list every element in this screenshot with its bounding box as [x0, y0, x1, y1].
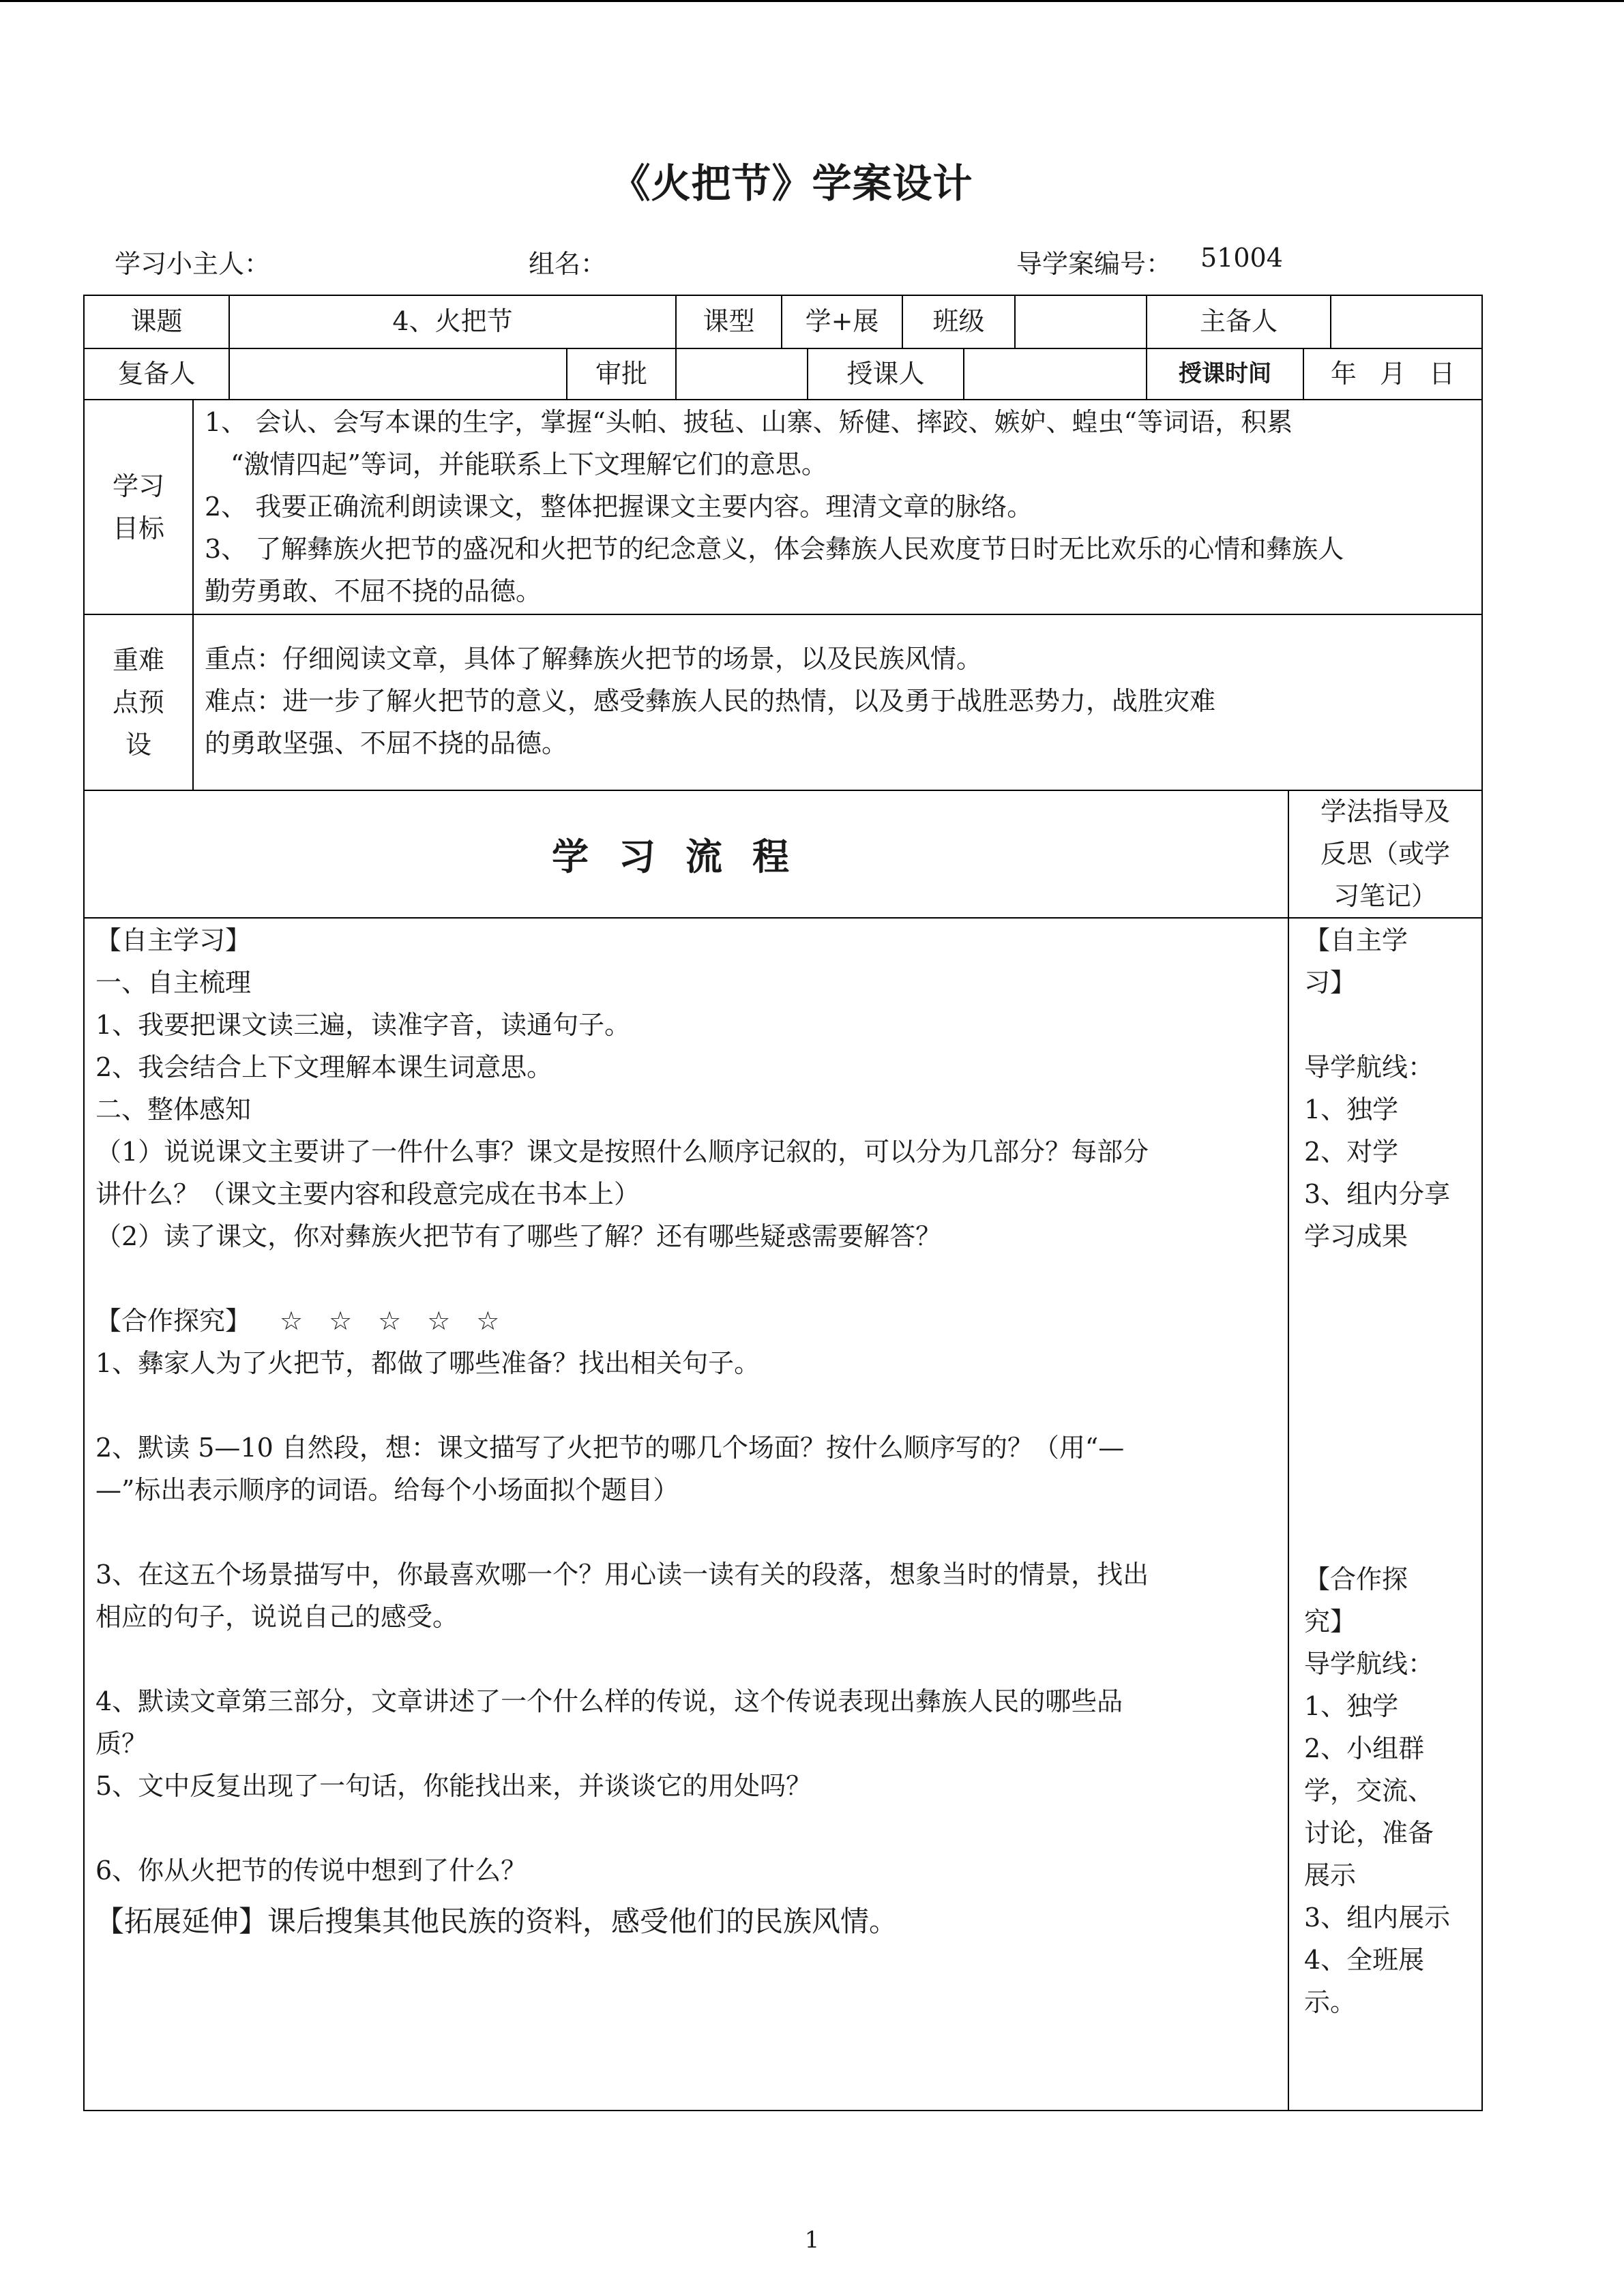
lesson-type-label: 课型: [703, 306, 755, 337]
content-line: 质？: [95, 1729, 148, 1759]
content-line: 2、默读 5—10 自然段，想：课文描写了火把节的哪几个场面？按什么顺序写的？（用“—: [95, 1433, 1125, 1463]
objective-line: 勤劳勇敢、不屈不挠的品德。: [205, 576, 542, 606]
content-line: （1）说说课文主要讲了一件什么事？课文是按照什么顺序记叙的，可以分为几部分？每部分: [95, 1137, 1149, 1167]
guidance-line: 究】: [1304, 1607, 1357, 1637]
guidance-line: 学，交流、: [1304, 1776, 1434, 1806]
approval-label: 审批: [595, 358, 647, 389]
method-guidance-heading: [1289, 790, 1481, 917]
blank-line: [95, 1384, 1282, 1427]
content-line: 1、我要把课文读三遍，读准字音，读通句子。: [95, 1010, 631, 1040]
content-line: 3、在这五个场景描写中，你最喜欢哪一个？用心读一读有关的段落，想象当时的情景，找出: [95, 1560, 1149, 1590]
blank-line: [95, 1511, 1282, 1553]
table-border-bottom: [83, 2110, 1483, 2111]
page-title: 《火把节》学案设计: [610, 160, 973, 207]
objective-line: 1、 会认、会写本课的生字，掌握“头帕、披毡、山寨、矫健、摔跤、嫉妒、蝗虫“等词语，积累: [205, 407, 1293, 437]
lesson-date-value: 年 月 日: [1330, 358, 1456, 389]
owner-label: 学习小主人：: [115, 249, 271, 279]
objective-line: 2、 我要正确流利朗读课文，整体把握课文主要内容。理清文章的脉络。: [205, 492, 1033, 522]
extension-line: [95, 1897, 1282, 1946]
objective-line: 3、 了解彝族火把节的盛况和火把节的纪念意义，体会彝族人民欢度节日时无比欢乐的心情和彝族人: [205, 534, 1344, 564]
blank-line: [95, 1638, 1282, 1680]
class-label: 班级: [932, 306, 985, 337]
guidance-line: 3、组内展示: [1304, 1903, 1451, 1933]
column-separator: [1288, 790, 1289, 2111]
study-flow-content: [95, 919, 1282, 1946]
guidance-blank-line: [1304, 1004, 1475, 1046]
content-line: 4、默读文章第三部分，文章讲述了一个什么样的传说，这个传说表现出彝族人民的哪些品: [95, 1686, 1123, 1716]
key-points-label-line: 重难: [112, 645, 164, 675]
guidance-line: 展示: [1304, 1860, 1357, 1890]
objectives-label: [85, 465, 192, 550]
content-line: —”标出表示顺序的词语。给每个小场面拟个题目）: [95, 1475, 679, 1505]
guidance-line: 1、独学: [1304, 1094, 1399, 1124]
blank-line: [95, 1807, 1282, 1849]
topic-label: 课题: [130, 306, 183, 337]
page-number: 1: [804, 2226, 820, 2254]
guidance-line: 讨论，准备: [1304, 1818, 1434, 1848]
key-point-line: 重点：仔细阅读文章，具体了解彝族火把节的场景，以及民族风情。: [205, 644, 983, 674]
extension-label: 【拓展延伸】: [95, 1905, 268, 1938]
content-line: 5、文中反复出现了一句话，你能找出来，并谈谈它的用处吗？: [95, 1771, 812, 1801]
objectives-label-line: 目标: [112, 513, 164, 543]
objectives-text: [205, 401, 1473, 612]
content-line: （2）读了课文，你对彝族火把节有了哪些了解？还有哪些疑惑需要解答？: [95, 1221, 942, 1251]
key-points-label-line: 点预: [112, 687, 164, 717]
preparer-value: [1331, 296, 1481, 348]
reviewer-label: 复备人: [117, 358, 196, 389]
key-point-line: 难点：进一步了解火把节的意义，感受彝族人民的热情，以及勇于战胜恶势力，战胜灾难: [205, 686, 1216, 716]
content-line: 一、自主梳理: [95, 968, 252, 998]
extension-text: 课后搜集其他民族的资料，感受他们的民族风情。: [267, 1905, 898, 1938]
cooperative-study-heading: [95, 1300, 1282, 1342]
guidance-line: 【自主学: [1304, 925, 1408, 955]
guidance-line: 3、组内分享: [1304, 1179, 1451, 1209]
content-line: 1、彝家人为了火把节，都做了哪些准备？找出相关句子。: [95, 1348, 761, 1378]
reviewer-value: [230, 349, 566, 399]
guidance-line: 【合作探: [1304, 1564, 1408, 1594]
preparer-label: 主备人: [1199, 306, 1278, 337]
content-line: 二、整体感知: [95, 1094, 252, 1124]
worksheet-code-label: 导学案编号：: [1016, 249, 1172, 279]
guidance-line: 2、对学: [1304, 1137, 1399, 1167]
content-line: 6、你从火把节的传说中想到了什么？: [95, 1855, 527, 1885]
guidance-line: 4、全班展: [1304, 1945, 1425, 1975]
guidance-line: 2、小组群: [1304, 1733, 1425, 1763]
key-points-label-line: 设: [125, 730, 151, 760]
method-guidance-heading-line: 学法指导及: [1320, 796, 1450, 826]
row-separator: [83, 614, 1483, 615]
content-line: 相应的句子，说说自己的感受。: [95, 1602, 459, 1632]
objective-line: “激情四起”等词，并能联系上下文理解它们的意思。: [231, 449, 827, 479]
lesson-time-label: 授课时间: [1179, 359, 1271, 387]
cooperative-study-label: 【合作探究】: [95, 1306, 252, 1336]
row-separator: [83, 917, 1483, 919]
guidance-line: 示。: [1304, 1987, 1357, 2017]
self-study-heading: 【自主学习】: [95, 925, 252, 955]
self-study-guidance: [1304, 919, 1475, 1257]
topic-value: 4、火把节: [392, 306, 513, 337]
teacher-value: [964, 349, 1146, 399]
page-top-border: [0, 0, 1624, 2]
guidance-line: 习】: [1304, 968, 1357, 998]
column-separator: [192, 614, 194, 791]
column-separator: [192, 399, 194, 615]
table-border-right: [1481, 295, 1483, 2111]
class-value: [1016, 296, 1146, 348]
row-separator: [83, 399, 1483, 400]
key-point-line: 的勇敢坚强、不屈不挠的品德。: [205, 728, 568, 758]
table-border-left: [83, 295, 85, 2111]
method-guidance-heading-line: 习笔记）: [1333, 881, 1437, 911]
guidance-line: 导学航线：: [1304, 1052, 1434, 1082]
method-guidance-heading-line: 反思（或学: [1320, 839, 1450, 869]
star-rating-icons: ☆☆☆☆☆: [280, 1306, 526, 1336]
cooperative-study-guidance: [1304, 1558, 1475, 2023]
objectives-label-line: 学习: [112, 471, 164, 501]
group-label: 组名：: [529, 249, 607, 279]
lesson-type-value: 学+展: [805, 306, 879, 337]
worksheet-code-value: 51004: [1200, 243, 1283, 273]
learning-flow-heading: 学习流程: [552, 835, 819, 878]
content-line: 讲什么？（课文主要内容和段意完成在书本上）: [95, 1179, 640, 1209]
blank-line: [95, 1257, 1282, 1300]
key-points-label: [85, 639, 192, 766]
teacher-label: 授课人: [846, 358, 925, 389]
key-points-text: [205, 638, 1473, 764]
guidance-line: 学习成果: [1304, 1221, 1408, 1251]
guidance-line: 1、独学: [1304, 1691, 1399, 1721]
content-line: 2、我会结合上下文理解本课生词意思。: [95, 1052, 553, 1082]
guidance-line: 导学航线：: [1304, 1649, 1434, 1679]
approval-value: [677, 349, 807, 399]
